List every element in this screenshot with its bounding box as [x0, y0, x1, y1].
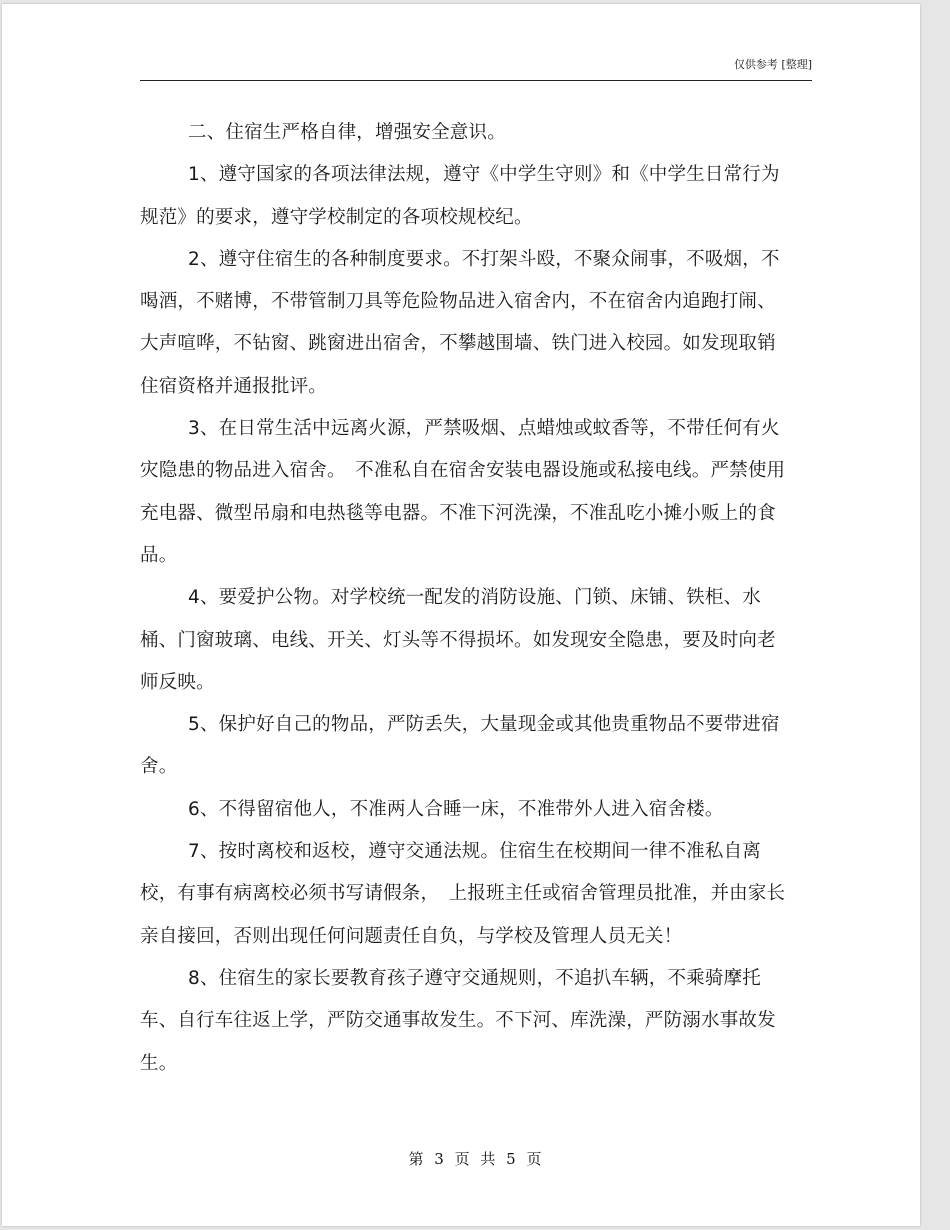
- rule-paragraph-1: 1、遵守国家的各项法律法规，遵守《中学生守则》和《中学生日常行为规范》的要求，遵守学校制定的各项校规校纪。: [140, 164, 780, 228]
- section-heading: 二、住宿生严格自律，增强安全意识。: [188, 122, 506, 143]
- document-page: [2, 4, 920, 1226]
- document-body: [140, 112, 790, 1085]
- rule-paragraph-2: 2、遵守住宿生的各种制度要求。不打架斗殴，不聚众闹事，不吸烟，不喝酒，不赌博，不带管制刀具等危险物品进入宿舍内，不在宿舍内追跑打闹、大声喧哗，不钻窗、跳窗进出宿舍，不攀越围墙、铁门进入校园。如发现取销住宿资格并通报批评。: [140, 248, 780, 397]
- page-number-footer: 第 3 页 共 5 页: [408, 1150, 542, 1168]
- rule-paragraph-8: 8、住宿生的家长要教育孩子遵守交通规则，不追扒车辆，不乘骑摩托车、自行车往返上学，严防交通事故发生。不下河、库洗澡，严防溺水事故发生。: [140, 967, 776, 1074]
- rule-paragraph-4: 4、要爱护公物。对学校统一配发的消防设施、门锁、床铺、铁柜、水桶、门窗玻璃、电线、开关、灯头等不得损坏。如发现安全隐患，要及时向老师反映。: [140, 587, 776, 693]
- rule-paragraph-5: 5、保护好自己的物品，严防丢失，大量现金或其他贵重物品不要带进宿舍。: [140, 714, 780, 778]
- header-note: 仅供参考 [整理]: [733, 58, 812, 71]
- rule-paragraph-6: 6、不得留宿他人，不准两人合睡一床，不准带外人进入宿舍楼。: [188, 798, 724, 820]
- rule-paragraph-7: 7、按时离校和返校，遵守交通法规。住宿生在校期间一律不准私自离校，有事有病离校必须书写请假条， 上报班主任或宿舍管理员批准，并由家长亲自接回，否则出现任何问题责任自负，与学校及管理人员无关！: [140, 841, 786, 947]
- rule-paragraph-3: 3、在日常生活中远离火源，严禁吸烟、点蜡烛或蚊香等，不带任何有火灾隐患的物品进入宿舍。 不准私自在宿舍安装电器设施或私接电线。严禁使用充电器、微型吊扇和电热毯等电器。不准下河洗澡，不准乱吃小摊小贩上的食品。: [140, 418, 786, 566]
- page-header: [140, 58, 812, 81]
